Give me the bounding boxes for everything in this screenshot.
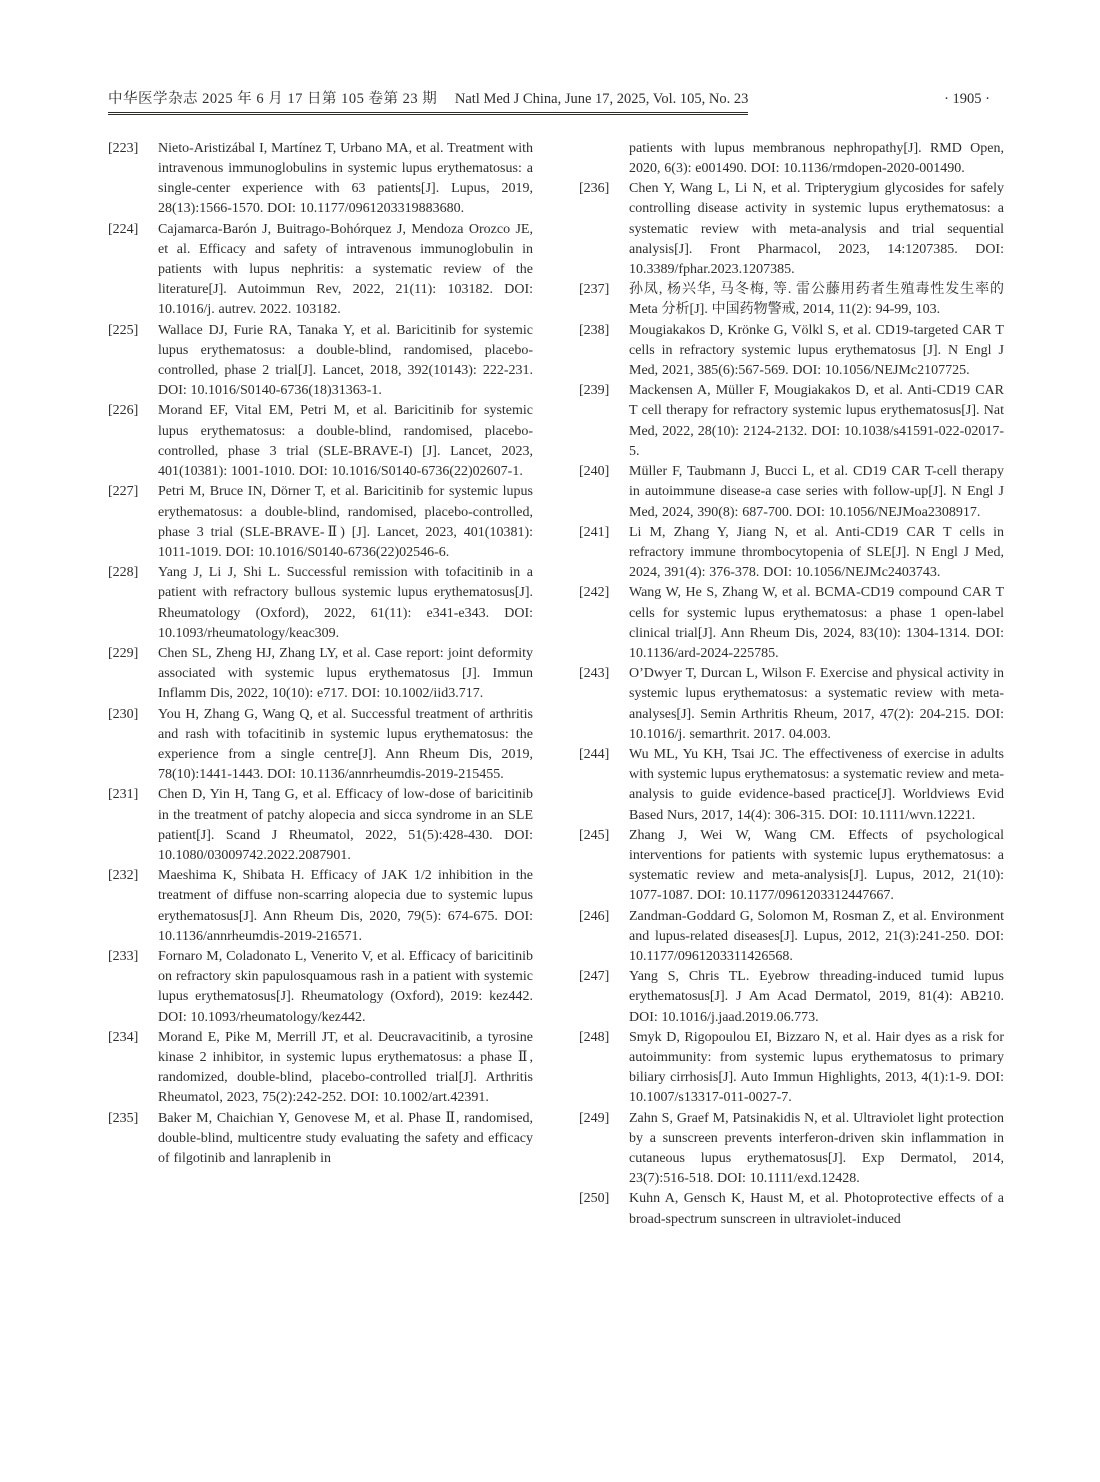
reference-entry [108,401,533,482]
reference-text: Yang J, Li J, Shi L. Successful remission with tofacitinib in a patient with refractory bullous systemic lupus erythematosus[J]. Rheumatology (Oxford), 2022, 61(11): e341-e343. DOI: 10.1093/rheumatology/keac309. [158,565,533,641]
reference-text: Chen SL, Zheng HJ, Zhang LY, et al. Case report: joint deformity associated with systemic lupus erythematosus [J]. Immun Inflamm Dis, 2022, 10(10): e717. DOI: 10.1002/iid3.717. [158,645,533,702]
references-right-column [579,139,1004,1230]
reference-text: Maeshima K, Shibata H. Efficacy of JAK 1/2 inhibition in the treatment of diffuse non-scarring alopecia due to systemic lupus erythematosus[J]. Ann Rheum Dis, 2020, 79(5): 674-675. DOI: 10.1136/annrheumdis-2019-216571. [158,868,533,944]
reference-entry [579,381,1004,462]
reference-number: [236] [579,181,610,197]
reference-text: Fornaro M, Coladonato L, Venerito V, et al. Efficacy of baricitinib on refractory skin papulosquamous rash in a patient with systemic lupus erythematosus[J]. Rheumatology (Oxford), 2019: kez442. DOI: 10.1093/rheumatology/kez442. [158,948,533,1025]
reference-text: Yang S, Chris TL. Eyebrow threading-induced tumid lupus erythematosus[J]. J Am Acad Dermatol, 2019, 81(4): AB210. DOI: 10.1016/j.jaad.2019.06.773. [629,969,1004,1025]
reference-number: [225] [108,322,139,338]
reference-entry [108,1028,533,1109]
reference-entry [579,664,1004,745]
references-left-column [108,139,533,1230]
reference-number: [243] [579,666,610,682]
reference-entry [579,462,1004,523]
reference-number: [241] [579,524,610,540]
reference-text: Morand E, Pike M, Merrill JT, et al. Deucravacitinib, a tyrosine kinase 2 inhibitor, in systemic lupus erythematosus: a phase Ⅱ, randomized, double-blind, placebo-controlled trial[J]. Arthritis Rheumatol, 2023, 75(2):242-252. DOI: 10.1002/art.42391. [158,1029,533,1106]
reference-number: [240] [579,464,610,480]
reference-entry [108,705,533,786]
reference-text: Zandman-Goddard G, Solomon M, Rosman Z, et al. Environment and lupus-related diseases[J]. Lupus, 2012, 21(3):241-250. DOI: 10.1177/0961203311426568. [629,908,1004,964]
reference-number: [234] [108,1029,139,1045]
reference-entry [579,907,1004,968]
journal-masthead [108,90,748,115]
reference-number: [244] [579,746,610,762]
reference-text: O’Dwyer T, Durcan L, Wilson F. Exercise and physical activity in systemic lupus erythematosus: a systematic review with meta-analyses[J]. Semin Arthritis Rheum, 2017, 47(2): 204-215. DOI: 10.1016/j. semarthrit. 2017. 04.003. [629,666,1004,742]
reference-text: Wallace DJ, Furie RA, Tanaka Y, et al. Baricitinib for systemic lupus erythematosus: a double-blind, randomised, placebo-controlled, phase 2 trial[J]. Lancet, 2018, 392(10143): 222-231. DOI: 10.1016/S0140-6736(18)31363-1. [158,322,533,399]
reference-entry [579,321,1004,382]
reference-entry [579,583,1004,664]
references-section [108,139,1004,1230]
reference-number: [233] [108,948,139,964]
reference-entry [579,179,1004,280]
reference-entry [579,745,1004,826]
reference-entry [579,280,1004,320]
reference-entry [108,482,533,563]
reference-text: patients with lupus membranous nephropathy[J]. RMD Open, 2020, 6(3): e001490. DOI: 10.1136/rmdopen-2020-001490. [629,140,1004,177]
reference-entry [108,563,533,644]
reference-entry [579,139,1004,179]
reference-entry [579,523,1004,584]
reference-text: Wang W, He S, Zhang W, et al. BCMA-CD19 compound CAR T cells for systemic lupus erythematosus: a phase 1 open-label clinical trial[J]. Ann Rheum Dis, 2024, 83(10): 1304-1314. DOI: 10.1136/ard-2024-225785. [629,585,1004,661]
reference-text: Zhang J, Wei W, Wang CM. Effects of psychological interventions for patients with systemic lupus erythematosus: a systematic review and meta-analysis[J]. Lupus, 2012, 21(10): 1077-1087. DOI: 10.1177/0961203312447667. [629,827,1004,904]
reference-number: [238] [579,322,610,338]
reference-number: [237] [579,282,610,298]
reference-text: Müller F, Taubmann J, Bucci L, et al. CD19 CAR T-cell therapy in autoimmune disease-a case series with follow-up[J]. N Engl J Med, 2024, 390(8): 687-700. DOI: 10.1056/NEJMoa2308917. [629,464,1004,520]
reference-entry [108,1109,533,1170]
journal-title-english: Natl Med J China, June 17, 2025, Vol. 105, No. 23 [454,91,749,107]
reference-entry [108,321,533,402]
page-number: · 1905 · [944,91,990,107]
reference-number: [223] [108,140,139,156]
reference-text: Li M, Zhang Y, Jiang N, et al. Anti-CD19 CAR T cells in refractory immune thrombocytopenia of SLE[J]. N Engl J Med, 2024, 391(4): 376-378. DOI: 10.1056/NEJMc2403743. [629,524,1004,581]
reference-number: [230] [108,706,139,722]
reference-entry [579,1109,1004,1190]
reference-entry [579,1028,1004,1109]
reference-number: [248] [579,1029,610,1045]
reference-text: Zahn S, Graef M, Patsinakidis N, et al. Ultraviolet light protection by a sunscreen prevents interferon-driven skin inflammation in cutaneous lupus erythematosus[J]. Exp Dermatol, 2014, 23(7):516-518. DOI: 10.1111/exd.12428. [629,1110,1004,1187]
reference-text: Petri M, Bruce IN, Dörner T, et al. Baricitinib for systemic lupus erythematosus: a double-blind, randomised, placebo-controlled, phase 3 trial (SLE-BRAVE-Ⅱ) [J]. Lancet, 2023, 401(10381): 1011-1019. DOI: 10.1016/S0140-6736(22)02546-6. [158,484,533,560]
reference-entry [579,1189,1004,1229]
reference-number: [247] [579,969,610,985]
reference-text: You H, Zhang G, Wang Q, et al. Successful treatment of arthritis and rash with tofacitinib in systemic lupus erythematosus: the experience from a single centre[J]. Ann Rheum Dis, 2019, 78(10):1441-1443. DOI: 10.1136/annrheumdis-2019-215455. [158,706,533,783]
reference-text: Cajamarca-Barón J, Buitrago-Bohórquez J, Mendoza Orozco JE, et al. Efficacy and safety of intravenous immunoglobulin in patients with lupus nephritis: a systematic review of the literature[J]. Autoimmun Rev, 2022, 21(11): 103182. DOI: 10.1016/j. autrev. 2022. 103182. [158,221,533,318]
reference-text: Chen D, Yin H, Tang G, et al. Efficacy of low-dose of baricitinib in the treatment of patchy alopecia and sicca syndrome in an SLE patient[J]. Scand J Rheumatol, 2022, 51(5):428-430. DOI: 10.1080/03009742.2022.2087901. [158,787,533,863]
reference-number: [239] [579,383,610,399]
reference-text: Wu ML, Yu KH, Tsai JC. The effectiveness of exercise in adults with systemic lupus erythematosus: a systematic review and meta-analysis to guide evidence-based practice[J]. Worldviews Evid Based Nurs, 2017, 14(4): 306-315. DOI: 10.1111/wvn.12221. [629,746,1004,823]
reference-text: Baker M, Chaichian Y, Genovese M, et al. Phase Ⅱ, randomised, double-blind, multicentre study evaluating the safety and efficacy of filgotinib and lanraplenib in [158,1110,533,1166]
reference-text: Morand EF, Vital EM, Petri M, et al. Baricitinib for systemic lupus erythematosus: a double-blind, randomised, placebo-controlled, phase 3 trial (SLE-BRAVE-I) [J]. Lancet, 2023, 401(10381): 1001-1010. DOI: 10.1016/S0140-6736(22)02607-1. [158,403,533,480]
reference-number: [224] [108,221,139,237]
reference-number: [231] [108,787,139,803]
reference-text: Mougiakakos D, Krönke G, Völkl S, et al. CD19-targeted CAR T cells in refractory systemic lupus erythematosus [J]. N Engl J Med, 2021, 385(6):567-569. DOI: 10.1056/NEJMc2107725. [629,322,1004,379]
reference-entry [108,947,533,1028]
reference-number: [235] [108,1110,139,1126]
reference-number: [242] [579,585,610,601]
reference-text: Chen Y, Wang L, Li N, et al. Tripterygium glycosides for safely controlling disease activity in systemic lupus erythematosus: a systematic review with meta-analysis and trial sequential analysis[J]. Front Pharmacol, 2023, 14:1207385. DOI: 10.3389/fphar.2023.1207385. [629,181,1004,278]
reference-number: [229] [108,645,139,661]
reference-entry [579,826,1004,907]
reference-number: [249] [579,1110,610,1126]
reference-entry [579,967,1004,1028]
journal-title-chinese: 中华医学杂志 2025 年 6 月 17 日第 105 卷第 23 期 [108,91,438,107]
reference-text: 孙凤, 杨兴华, 马冬梅, 等. 雷公藤用药者生殖毒性发生率的 Meta 分析[J]. 中国药物警戒, 2014, 11(2): 94-99, 103. [629,282,1004,318]
reference-number: [228] [108,565,139,581]
reference-text: Kuhn A, Gensch K, Haust M, et al. Photoprotective effects of a broad-spectrum sunscreen in ultraviolet-induced [629,1191,1004,1227]
reference-text: Smyk D, Rigopoulou EI, Bizzaro N, et al. Hair dyes as a risk for autoimmunity: from systemic lupus erythematosus to primary biliary cirrhosis[J]. Auto Immun Highlights, 2013, 4(1):1-9. DOI: 10.1007/s13317-011-0027-7. [629,1029,1004,1106]
reference-entry [108,866,533,947]
reference-entry [108,644,533,705]
reference-entry [108,139,533,220]
reference-number: [245] [579,827,610,843]
page-header [108,90,1004,115]
reference-text: Mackensen A, Müller F, Mougiakakos D, et al. Anti-CD19 CAR T cell therapy for refractory systemic lupus erythematosus[J]. Nat Med, 2022, 28(10): 2124-2132. DOI: 10.1038/s41591-022-02017-5. [629,383,1004,459]
reference-number: [226] [108,403,139,419]
reference-text: Nieto-Aristizábal I, Martínez T, Urbano MA, et al. Treatment with intravenous immunoglobulins in systemic lupus erythematosus: a single-center experience with 63 patients[J]. Lupus, 2019, 28(13):1566-1570. DOI: 10.1177/0961203319883680. [158,140,533,217]
reference-entry [108,220,533,321]
reference-entry [108,785,533,866]
reference-number: [232] [108,868,139,884]
reference-number: [246] [579,908,610,924]
reference-number: [250] [579,1191,610,1207]
reference-number: [227] [108,484,139,500]
